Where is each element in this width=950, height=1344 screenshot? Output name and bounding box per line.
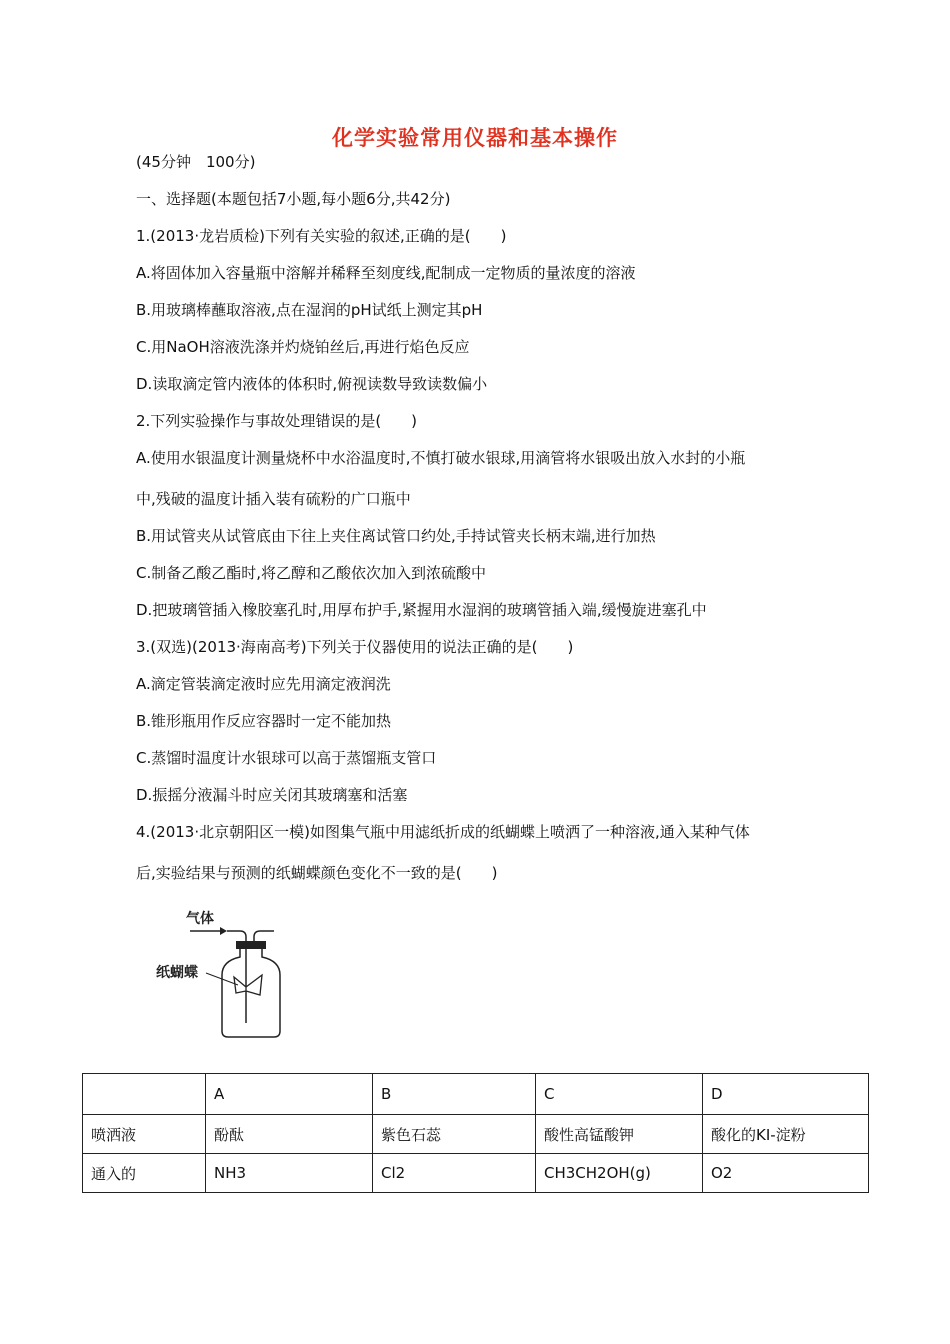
table-row: [83, 1154, 869, 1193]
gas-label: 气体: [186, 911, 214, 927]
table-cell: 喷洒液: [83, 1115, 206, 1154]
butterfly-label: 纸蝴蝶: [156, 965, 198, 981]
table-cell: C: [536, 1074, 703, 1115]
question-2-option-b: B.用试管夹从试管底由下往上夹住离试管口约处,手持试管夹长柄末端,进行加热: [136, 527, 656, 545]
question-2-option-d: D.把玻璃管插入橡胶塞孔时,用厚布护手,紧握用水湿润的玻璃管插入端,缓慢旋进塞孔中: [136, 601, 707, 619]
question-3-option-a: A.滴定管装滴定液时应先用滴定液润洗: [136, 675, 391, 693]
gas-bottle-diagram: [150, 905, 290, 1045]
table-cell: CH3CH2OH(g): [536, 1154, 703, 1193]
gas-arrow-head: [220, 927, 227, 935]
question-1-option-b: B.用玻璃棒蘸取溶液,点在湿润的pH试纸上测定其pH: [136, 301, 483, 319]
table-header-row: [83, 1074, 869, 1115]
table-cell: 酸化的KI-淀粉: [703, 1115, 869, 1154]
section-heading: 一、选择题(本题包括7小题,每小题6分,共42分): [136, 190, 451, 208]
question-3-option-c: C.蒸馏时温度计水银球可以高于蒸馏瓶支管口: [136, 749, 437, 767]
question-2-option-c: C.制备乙酸乙酯时,将乙醇和乙酸依次加入到浓硫酸中: [136, 564, 487, 582]
question-1-stem: 1.(2013·龙岩质检)下列有关实验的叙述,正确的是( ): [136, 227, 507, 245]
table-cell: 酸性高锰酸钾: [536, 1115, 703, 1154]
table-cell: B: [373, 1074, 536, 1115]
question-3-option-b: B.锥形瓶用作反应容器时一定不能加热: [136, 712, 392, 730]
table-row: [83, 1115, 869, 1154]
page-title: 化学实验常用仪器和基本操作: [332, 126, 618, 150]
table-cell: D: [703, 1074, 869, 1115]
table-cell: [83, 1074, 206, 1115]
question-1-option-a: A.将固体加入容量瓶中溶解并稀释至刻度线,配制成一定物质的量浓度的溶液: [136, 264, 636, 282]
exam-meta: (45分钟 100分): [136, 153, 256, 171]
table-cell: Cl2: [373, 1154, 536, 1193]
question-1-option-c: C.用NaOH溶液洗涤并灼烧铂丝后,再进行焰色反应: [136, 338, 470, 356]
table-cell: A: [206, 1074, 373, 1115]
question-3-option-d: D.振摇分液漏斗时应关闭其玻璃塞和活塞: [136, 786, 408, 804]
question-2-option-a-line1: A.使用水银温度计测量烧杯中水浴温度时,不慎打破水银球,用滴管将水银吸出放入水封的小瓶: [136, 449, 746, 467]
question-2-option-a-line2: 中,残破的温度计插入装有硫粉的广口瓶中: [136, 490, 411, 508]
question-2-stem: 2.下列实验操作与事故处理错误的是( ): [136, 412, 418, 430]
paper-butterfly: [234, 975, 262, 995]
table-cell: 紫色石蕊: [373, 1115, 536, 1154]
table-cell: 通入的: [83, 1154, 206, 1193]
question-4-stem-line1: 4.(2013·北京朝阳区一模)如图集气瓶中用滤纸折成的纸蝴蝶上喷洒了一种溶液,通入某种气体: [136, 823, 750, 841]
table-cell: NH3: [206, 1154, 373, 1193]
question-3-stem: 3.(双选)(2013·海南高考)下列关于仪器使用的说法正确的是( ): [136, 638, 574, 656]
gas-bottle-figure: [150, 905, 290, 1045]
question-1-option-d: D.读取滴定管内液体的体积时,俯视读数导致读数偏小: [136, 375, 488, 393]
table-cell: O2: [703, 1154, 869, 1193]
question-4-stem-line2: 后,实验结果与预测的纸蝴蝶颜色变化不一致的是( ): [136, 864, 498, 882]
options-table: [82, 1073, 869, 1193]
rubber-stopper: [236, 941, 266, 949]
table-cell: 酚酞: [206, 1115, 373, 1154]
